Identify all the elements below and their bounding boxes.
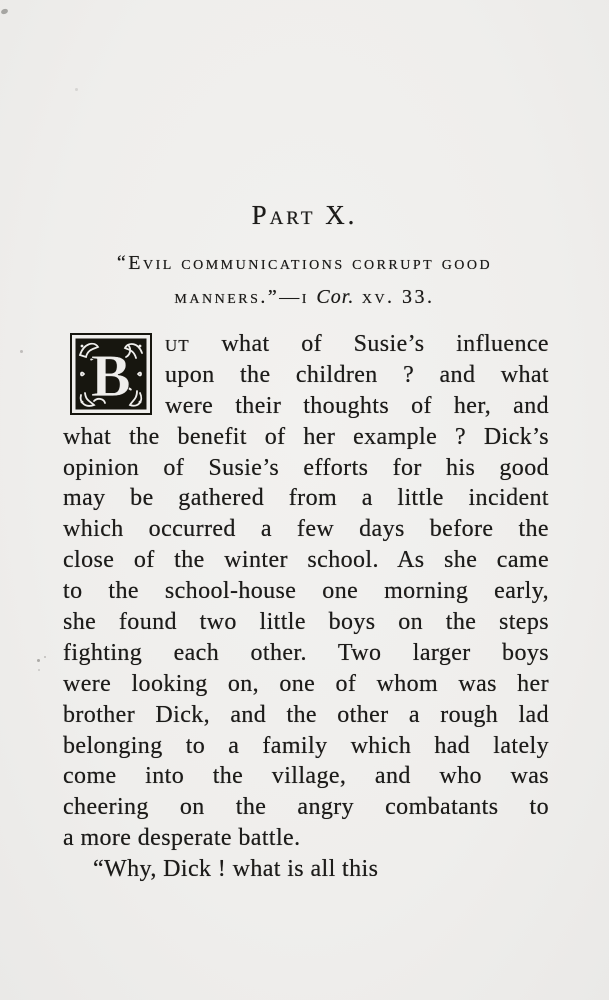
body-line: belonging to a family which had lately [63,732,549,759]
body-line: come into the village, and who was [63,763,549,790]
body-line: which occurred a few days before the [63,516,549,543]
body-line: a more desperate battle. [63,825,301,852]
epigraph-citation: Cor. [316,286,355,308]
body-line: fighting each other. Two larger boys [63,639,549,666]
scan-speck [75,88,78,91]
body-line [165,329,549,360]
body-line: brother Dick, and the other a rough lad [63,701,549,728]
dialogue-line: “Why, Dick ! what is all this [93,856,379,883]
ornamental-initial-B [70,333,152,415]
epigraph-line2-ref: xv. 33. [354,286,435,308]
scan-speck [38,669,40,671]
scan-speck [20,350,23,353]
smallcaps-continuation: ut [165,331,190,357]
body-line: upon the children ? and what [165,361,549,388]
dropcap-letter: B [90,343,132,409]
epigraph-line2-text: manners.”—i [174,286,317,308]
epigraph [0,246,609,314]
body-line-text: what of Susie’s influence [189,331,549,357]
scan-speck [0,8,8,15]
body-line: she found two little boys on the steps [63,609,549,636]
body-line: were looking on, one of whom was her [63,670,549,697]
body-line: what the benefit of her example ? Dick’s [63,423,549,450]
dropcap-row [63,329,549,422]
part-heading: Part X. [251,200,358,230]
scan-speck [44,656,46,658]
epigraph-line2 [0,280,609,314]
body-line: were their thoughts of her, and [165,392,549,419]
epigraph-line1: “Evil communications corrupt good [116,252,493,274]
body-line: to the school-house one morning early, [63,578,549,605]
scan-speck [37,659,40,662]
body-line: close of the winter school. As she came [63,547,549,574]
body-line: cheering on the angry combatants to [63,794,549,821]
text-beside-dropcap [165,329,549,422]
body-text-block [63,329,549,885]
body-line: opinion of Susie’s efforts for his good [63,454,549,481]
body-line: may be gathered from a little incident [63,485,549,512]
